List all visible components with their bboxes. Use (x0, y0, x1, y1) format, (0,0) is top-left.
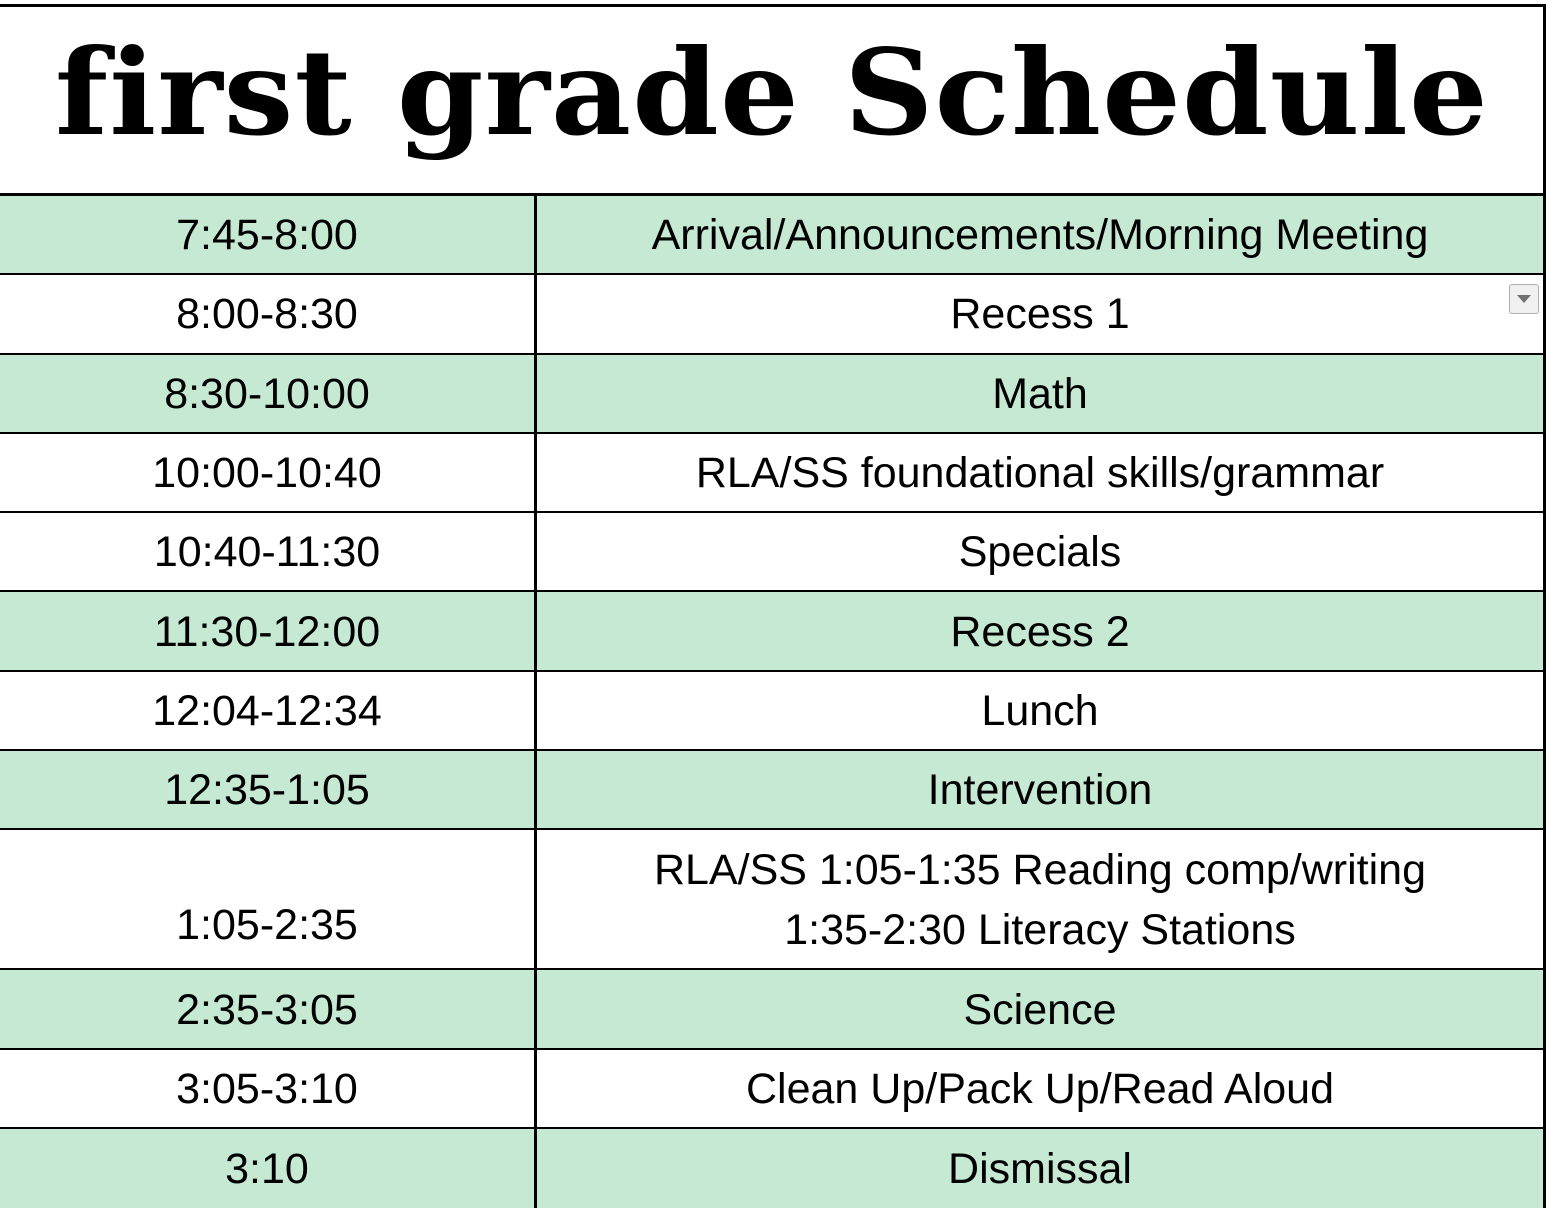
time-cell[interactable]: 2:35-3:05 (0, 970, 537, 1047)
title-row[interactable] (0, 7, 1543, 196)
table-row (0, 355, 1543, 434)
table-row (0, 672, 1543, 751)
table-row (0, 592, 1543, 671)
time-cell[interactable]: 12:04-12:34 (0, 672, 537, 749)
table-row (0, 196, 1543, 275)
table-row (0, 275, 1543, 354)
activity-cell[interactable] (537, 275, 1543, 352)
activity-cell[interactable]: Intervention (927, 766, 1153, 815)
activity-cell[interactable]: RLA/SS foundational skills/grammar (695, 449, 1385, 498)
table-row (0, 970, 1543, 1049)
activity-cell[interactable]: Science (963, 985, 1117, 1034)
table-row (0, 830, 1543, 970)
table-row (0, 434, 1543, 513)
activity-cell[interactable]: Dismissal (948, 1145, 1132, 1194)
table-row (0, 1050, 1543, 1129)
activity-cell[interactable]: Lunch (981, 686, 1099, 735)
table-row (0, 1129, 1543, 1208)
activity-line-1: RLA/SS 1:05-1:35 Reading comp/writing (653, 846, 1427, 895)
activity-cell[interactable]: Math (992, 369, 1088, 418)
time-cell[interactable]: 12:35-1:05 (0, 751, 537, 828)
activity-text: Recess 1 (950, 290, 1130, 339)
table-row (0, 513, 1543, 592)
schedule-sheet (0, 4, 1546, 1208)
activity-cell[interactable] (537, 830, 1543, 968)
time-cell[interactable]: 10:00-10:40 (0, 434, 537, 511)
time-cell[interactable]: 7:45-8:00 (0, 196, 537, 273)
time-cell[interactable]: 3:05-3:10 (0, 1050, 537, 1127)
activity-cell[interactable]: Specials (958, 528, 1122, 577)
activity-cell[interactable]: Clean Up/Pack Up/Read Aloud (745, 1064, 1335, 1113)
page-title: first grade Schedule (54, 23, 1489, 162)
table-row (0, 751, 1543, 830)
time-cell[interactable]: 3:10 (0, 1129, 537, 1208)
activity-cell[interactable]: Recess 2 (950, 607, 1130, 656)
time-cell[interactable]: 1:05-2:35 (0, 830, 537, 968)
time-cell[interactable]: 8:30-10:00 (0, 355, 537, 432)
time-cell[interactable]: 10:40-11:30 (0, 513, 537, 590)
activity-cell[interactable]: Arrival/Announcements/Morning Meeting (651, 211, 1429, 260)
activity-line-2: 1:35-2:30 Literacy Stations (784, 906, 1296, 955)
time-cell[interactable]: 11:30-12:00 (0, 592, 537, 669)
time-cell[interactable]: 8:00-8:30 (0, 275, 537, 352)
chevron-down-icon[interactable] (1509, 284, 1539, 314)
